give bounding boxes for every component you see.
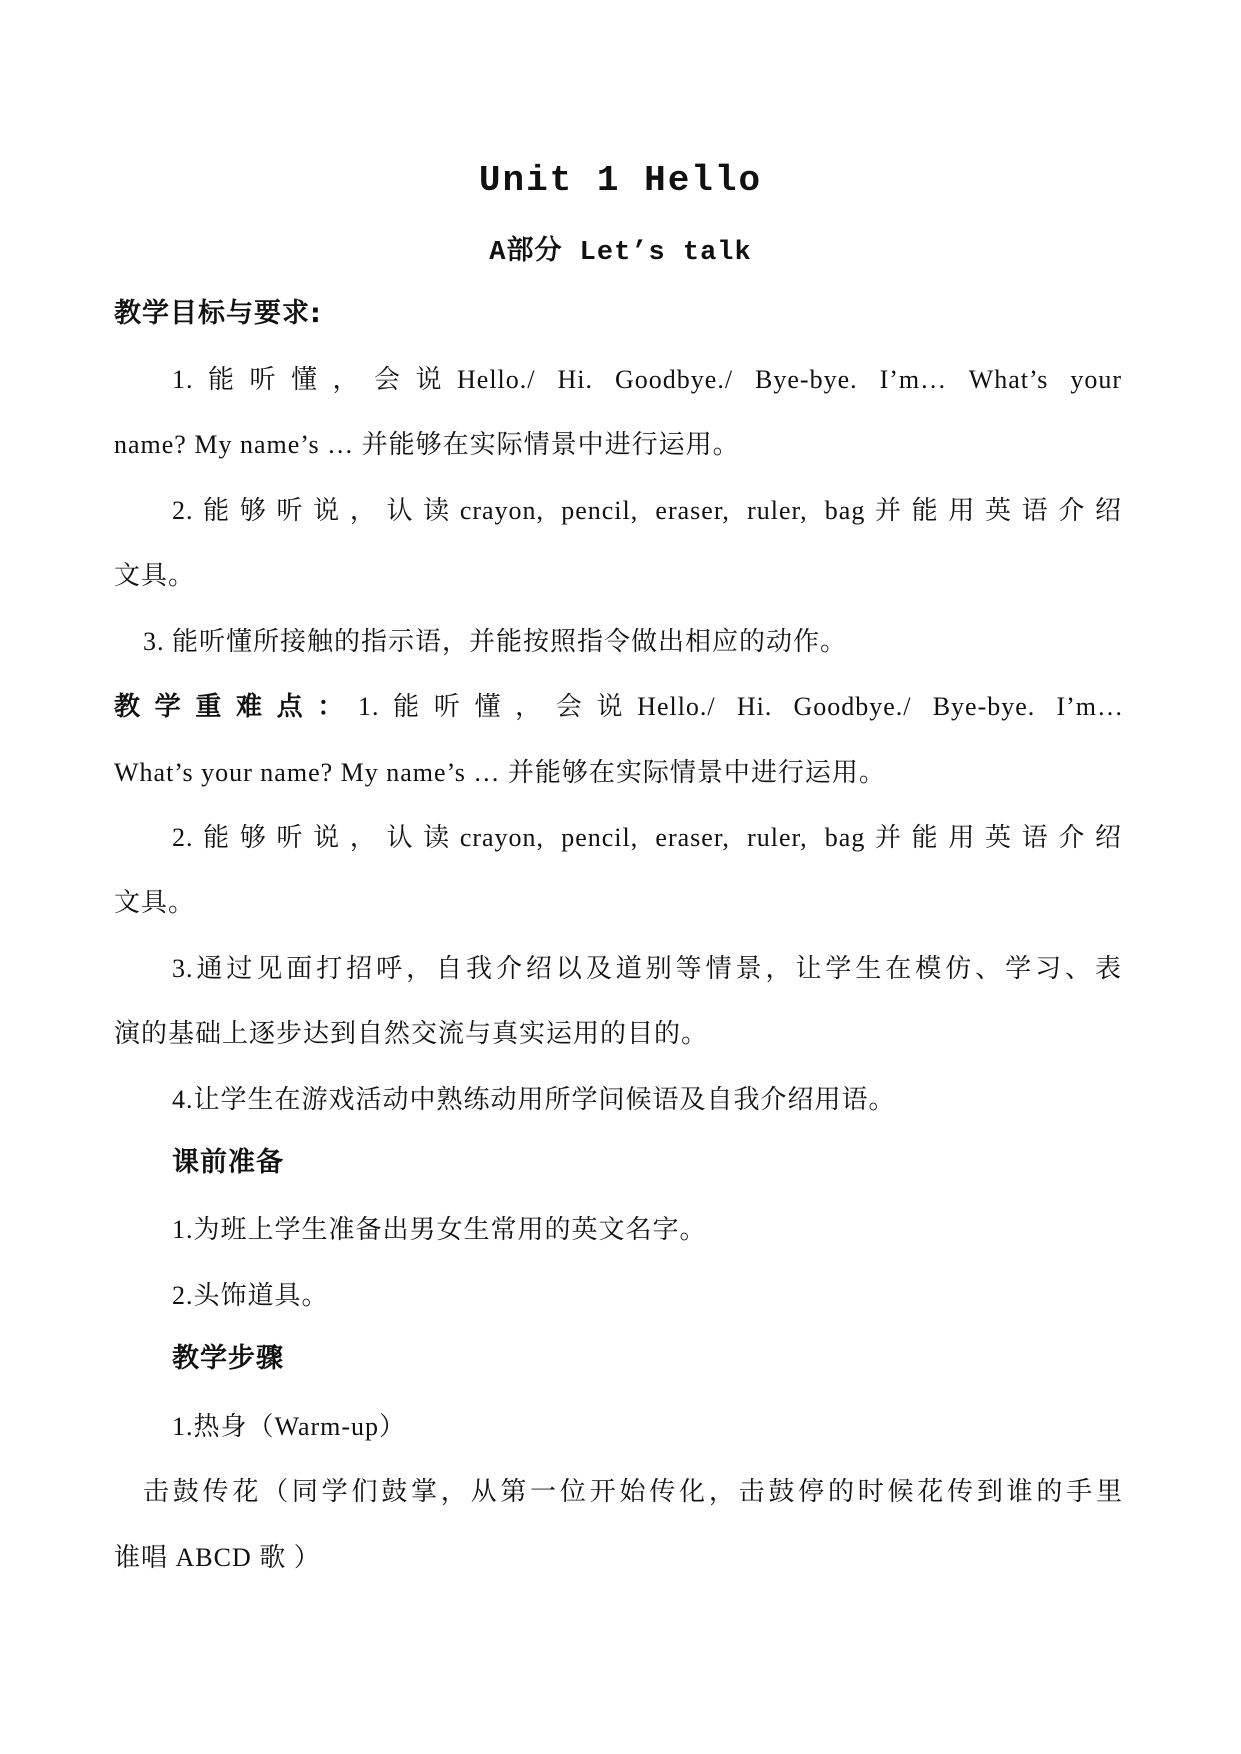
step-item-1: 1.热身（Warm-up） [172, 1412, 407, 1441]
document-subtitle: A部分 Let’s talk [489, 238, 752, 268]
keypoint-item-4: 4.让学生在游戏活动中熟练动用所学问候语及自我介绍用语。 [172, 1085, 896, 1114]
objective-item-2-line-1: 2.能够听说，认读crayon, pencil, eraser, ruler, bag并能用英语介绍 [172, 496, 1122, 525]
preparation-heading: 课前准备 [172, 1147, 284, 1178]
preparation-item-1: 1.为班上学生准备出男女生常用的英文名字。 [172, 1215, 707, 1244]
objectives-heading: 教学目标与要求: [114, 298, 322, 329]
steps-heading: 教学步骤 [172, 1343, 284, 1374]
objective-item-1-line-1: 1.能听懂，会说Hello./ Hi. Goodbye./ Bye-bye. I’m… What’s your [172, 365, 1122, 394]
objective-item-3: 3. 能听懂所接触的指示语，并能按照指令做出相应的动作。 [143, 627, 848, 656]
objective-item-2-line-2: 文具。 [114, 561, 196, 590]
keypoint-item-3-line-1: 3.通过见面打招呼，自我介绍以及道别等情景，让学生在模仿、学习、表 [172, 954, 1122, 983]
keypoints-line-1 [114, 690, 1124, 724]
keypoints-heading: 教学重难点： [114, 692, 358, 722]
keypoint-item-2-line-2: 文具。 [114, 888, 196, 917]
step-1-desc-line-1: 击鼓传花（同学们鼓掌，从第一位开始传化，击鼓停的时候花传到谁的手里 [143, 1477, 1123, 1506]
step-1-desc-line-2: 谁唱 ABCD 歌 ） [114, 1543, 321, 1572]
keypoint-item-1-line-1: 1.能听懂，会说Hello./ Hi. Goodbye./ Bye-bye. I’m… [358, 692, 1124, 721]
keypoint-item-2-line-1: 2.能够听说，认读crayon, pencil, eraser, ruler, bag并能用英语介绍 [172, 823, 1122, 852]
preparation-item-2: 2.头饰道具。 [172, 1281, 329, 1310]
keypoint-item-3-line-2: 演的基础上逐步达到自然交流与真实运用的目的。 [114, 1019, 709, 1048]
document-title: Unit 1 Hello [478, 160, 763, 201]
keypoint-item-1-line-2: What’s your name? My name’s … 并能够在实际情景中进行运用。 [114, 758, 886, 787]
objective-item-1-line-2: name? My name’s … 并能够在实际情景中进行运用。 [114, 430, 740, 459]
